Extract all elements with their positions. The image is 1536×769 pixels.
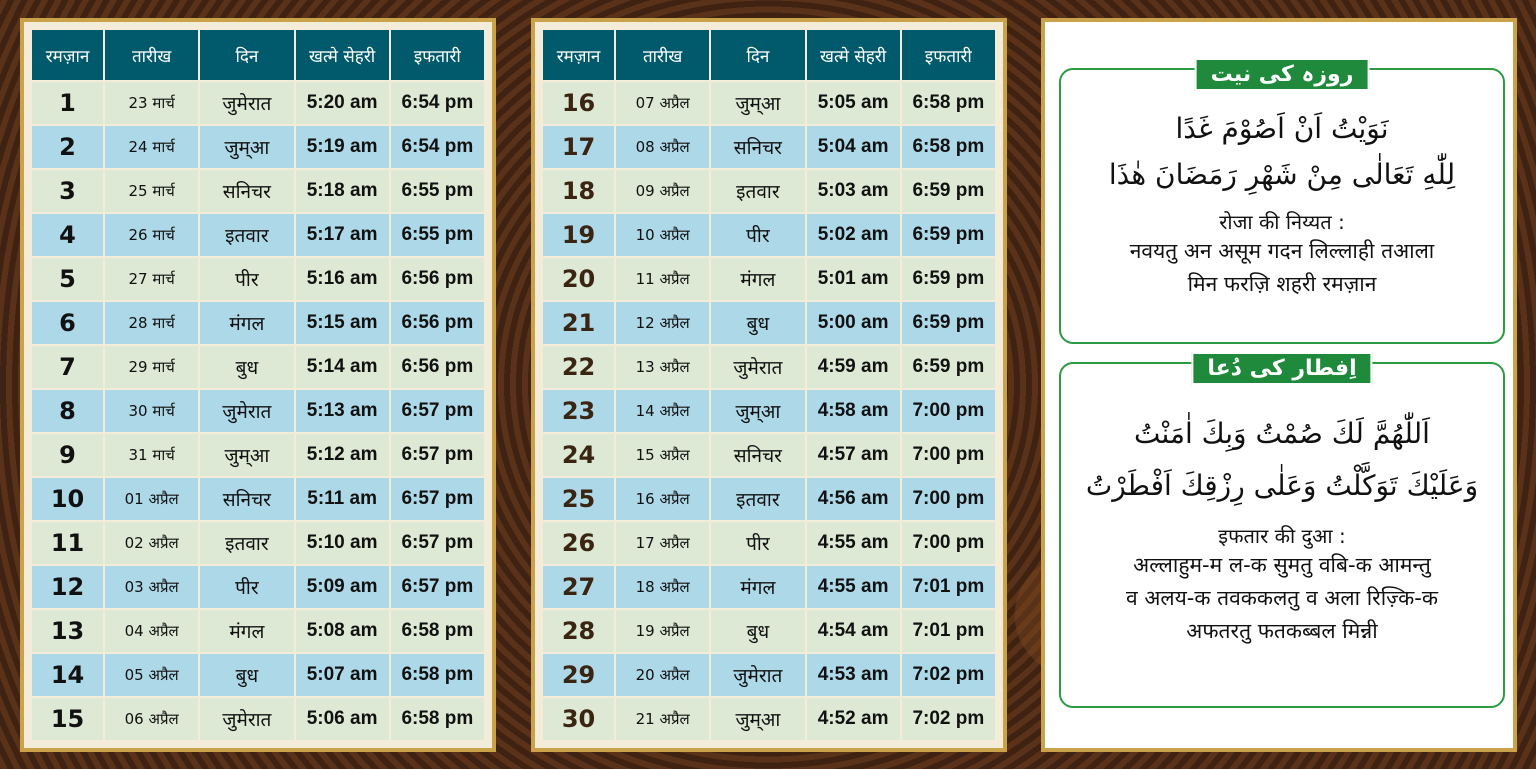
iftar-time-cell: 7:00 pm xyxy=(902,522,995,564)
date-cell: 16 अप्रैल xyxy=(616,478,709,520)
ramzan-day-cell: 25 xyxy=(543,478,614,520)
ramzan-day-cell: 2 xyxy=(32,126,103,168)
ramzan-day-cell: 22 xyxy=(543,346,614,388)
ramzan-day-cell: 14 xyxy=(32,654,103,696)
table-row xyxy=(32,698,484,740)
header-ramzan: रमज़ान xyxy=(543,30,614,80)
table-row xyxy=(543,698,995,740)
date-cell: 17 अप्रैल xyxy=(616,522,709,564)
sehri-time-cell: 5:08 am xyxy=(296,610,389,652)
date-cell: 06 अप्रैल xyxy=(105,698,198,740)
dua-hindi-line-3: अफतरतु फतकब्बल मिन्नी xyxy=(1186,619,1378,643)
schedule-table xyxy=(30,28,486,742)
header-iftar: इफतारी xyxy=(902,30,995,80)
date-cell: 09 अप्रैल xyxy=(616,170,709,212)
iftar-time-cell: 6:56 pm xyxy=(391,346,484,388)
sehri-time-cell: 4:58 am xyxy=(807,390,900,432)
iftar-time-cell: 7:01 pm xyxy=(902,610,995,652)
ramzan-day-cell: 23 xyxy=(543,390,614,432)
schedule-panel-days-16-30 xyxy=(531,18,1007,752)
iftar-time-cell: 7:00 pm xyxy=(902,478,995,520)
table-row xyxy=(32,434,484,476)
iftar-dua-box xyxy=(1059,356,1505,708)
date-cell: 12 अप्रैल xyxy=(616,302,709,344)
iftar-time-cell: 6:54 pm xyxy=(391,126,484,168)
table-row xyxy=(543,434,995,476)
sehri-time-cell: 4:59 am xyxy=(807,346,900,388)
date-cell: 30 मार्च xyxy=(105,390,198,432)
iftar-time-cell: 6:56 pm xyxy=(391,302,484,344)
table-row xyxy=(32,390,484,432)
ramzan-day-cell: 21 xyxy=(543,302,614,344)
ramzan-day-cell: 26 xyxy=(543,522,614,564)
ramzan-day-cell: 7 xyxy=(32,346,103,388)
niyat-hindi-line-2: मिन फरज़ि शहरी रमज़ान xyxy=(1187,272,1377,296)
iftar-time-cell: 6:56 pm xyxy=(391,258,484,300)
iftar-time-cell: 6:58 pm xyxy=(391,654,484,696)
header-ramzan: रमज़ान xyxy=(32,30,103,80)
ramzan-day-cell: 28 xyxy=(543,610,614,652)
date-cell: 14 अप्रैल xyxy=(616,390,709,432)
date-cell: 27 मार्च xyxy=(105,258,198,300)
weekday-cell: सनिचर xyxy=(711,126,804,168)
ramzan-day-cell: 29 xyxy=(543,654,614,696)
niyat-hindi-line-1: नवयतु अन असूम गदन लिल्लाही तआला xyxy=(1129,239,1435,263)
sehri-time-cell: 5:13 am xyxy=(296,390,389,432)
date-cell: 21 अप्रैल xyxy=(616,698,709,740)
iftar-dua-badge: اِفطار کی دُعا xyxy=(1191,352,1372,385)
table-row xyxy=(543,302,995,344)
ramzan-day-cell: 8 xyxy=(32,390,103,432)
header-day: दिन xyxy=(200,30,293,80)
schedule-table xyxy=(541,28,997,742)
weekday-cell: जुम्आ xyxy=(711,698,804,740)
date-cell: 20 अप्रैल xyxy=(616,654,709,696)
dua-panel xyxy=(1041,18,1517,752)
table-row xyxy=(32,566,484,608)
iftar-time-cell: 6:54 pm xyxy=(391,82,484,124)
table-row xyxy=(32,170,484,212)
sehri-time-cell: 4:52 am xyxy=(807,698,900,740)
weekday-cell: सनिचर xyxy=(200,478,293,520)
dua-hindi-line-2: व अलय-क तवककलतु व अला रिज़्कि-क xyxy=(1125,586,1439,610)
date-cell: 24 मार्च xyxy=(105,126,198,168)
table-row xyxy=(543,170,995,212)
table-row xyxy=(543,390,995,432)
ramzan-day-cell: 9 xyxy=(32,434,103,476)
iftar-time-cell: 6:58 pm xyxy=(902,126,995,168)
ramzan-day-cell: 16 xyxy=(543,82,614,124)
table-header-row xyxy=(32,30,484,80)
iftar-time-cell: 6:55 pm xyxy=(391,214,484,256)
iftar-time-cell: 6:57 pm xyxy=(391,478,484,520)
table-row xyxy=(543,522,995,564)
sehri-time-cell: 4:53 am xyxy=(807,654,900,696)
table-row xyxy=(543,126,995,168)
weekday-cell: जुम्आ xyxy=(711,390,804,432)
weekday-cell: मंगल xyxy=(711,258,804,300)
weekday-cell: इतवार xyxy=(200,214,293,256)
sehri-time-cell: 4:55 am xyxy=(807,566,900,608)
sehri-time-cell: 5:01 am xyxy=(807,258,900,300)
date-cell: 23 मार्च xyxy=(105,82,198,124)
table-row xyxy=(543,654,995,696)
ramzan-day-cell: 5 xyxy=(32,258,103,300)
niyat-arabic-line-1: نَوَيْتُ اَنْ اَصُوْمَ غَدًا xyxy=(1175,112,1389,145)
weekday-cell: जुमेरात xyxy=(711,654,804,696)
weekday-cell: सनिचर xyxy=(200,170,293,212)
date-cell: 04 अप्रैल xyxy=(105,610,198,652)
sehri-time-cell: 5:15 am xyxy=(296,302,389,344)
weekday-cell: बुध xyxy=(711,610,804,652)
niyat-hindi-title: रोजा की निय्यत : xyxy=(1219,210,1345,234)
iftar-time-cell: 6:55 pm xyxy=(391,170,484,212)
ramzan-day-cell: 15 xyxy=(32,698,103,740)
table-row xyxy=(543,258,995,300)
table-row xyxy=(32,258,484,300)
weekday-cell: बुध xyxy=(200,654,293,696)
weekday-cell: जुम्आ xyxy=(711,82,804,124)
iftar-time-cell: 6:57 pm xyxy=(391,434,484,476)
sehri-time-cell: 5:16 am xyxy=(296,258,389,300)
iftar-time-cell: 7:00 pm xyxy=(902,390,995,432)
table-row xyxy=(32,302,484,344)
weekday-cell: जुम्आ xyxy=(200,434,293,476)
iftar-time-cell: 7:02 pm xyxy=(902,654,995,696)
date-cell: 02 अप्रैल xyxy=(105,522,198,564)
date-cell: 03 अप्रैल xyxy=(105,566,198,608)
date-cell: 11 अप्रैल xyxy=(616,258,709,300)
weekday-cell: बुध xyxy=(200,346,293,388)
table-row xyxy=(543,214,995,256)
iftar-time-cell: 6:58 pm xyxy=(391,698,484,740)
sehri-time-cell: 5:19 am xyxy=(296,126,389,168)
header-day: दिन xyxy=(711,30,804,80)
weekday-cell: जुमेरात xyxy=(711,346,804,388)
weekday-cell: पीर xyxy=(200,566,293,608)
sehri-time-cell: 5:09 am xyxy=(296,566,389,608)
iftar-time-cell: 6:58 pm xyxy=(902,82,995,124)
weekday-cell: जुम्आ xyxy=(200,126,293,168)
ramzan-day-cell: 24 xyxy=(543,434,614,476)
weekday-cell: बुध xyxy=(711,302,804,344)
weekday-cell: इतवार xyxy=(711,170,804,212)
ramzan-day-cell: 12 xyxy=(32,566,103,608)
ramzan-day-cell: 13 xyxy=(32,610,103,652)
ramzan-day-cell: 1 xyxy=(32,82,103,124)
table-row xyxy=(32,214,484,256)
sehri-time-cell: 5:14 am xyxy=(296,346,389,388)
ramzan-day-cell: 11 xyxy=(32,522,103,564)
table-row xyxy=(32,82,484,124)
sehri-time-cell: 5:03 am xyxy=(807,170,900,212)
iftar-time-cell: 7:01 pm xyxy=(902,566,995,608)
niyat-arabic-line-2: لِلّٰهِ تَعَالٰى مِنْ شَهْرِ رَمَضَانَ هٰذَا xyxy=(1108,158,1456,191)
table-row xyxy=(32,478,484,520)
iftar-time-cell: 6:57 pm xyxy=(391,390,484,432)
ramzan-day-cell: 17 xyxy=(543,126,614,168)
iftar-time-cell: 6:57 pm xyxy=(391,522,484,564)
weekday-cell: पीर xyxy=(711,522,804,564)
weekday-cell: इतवार xyxy=(200,522,293,564)
sehri-time-cell: 5:18 am xyxy=(296,170,389,212)
date-cell: 29 मार्च xyxy=(105,346,198,388)
weekday-cell: मंगल xyxy=(711,566,804,608)
table-row xyxy=(32,522,484,564)
table-row xyxy=(32,126,484,168)
schedule-panel-days-1-15 xyxy=(20,18,496,752)
weekday-cell: इतवार xyxy=(711,478,804,520)
ramzan-day-cell: 19 xyxy=(543,214,614,256)
sehri-time-cell: 5:17 am xyxy=(296,214,389,256)
date-cell: 28 मार्च xyxy=(105,302,198,344)
sehri-time-cell: 5:07 am xyxy=(296,654,389,696)
weekday-cell: जुमेरात xyxy=(200,390,293,432)
dua-hindi-line-1: अल्लाहुम-म ल-क सुमतु वबि-क आमन्तु xyxy=(1133,553,1431,577)
date-cell: 13 अप्रैल xyxy=(616,346,709,388)
ramzan-day-cell: 30 xyxy=(543,698,614,740)
sehri-time-cell: 4:54 am xyxy=(807,610,900,652)
iftar-time-cell: 6:57 pm xyxy=(391,566,484,608)
ramzan-day-cell: 10 xyxy=(32,478,103,520)
ramzan-day-cell: 18 xyxy=(543,170,614,212)
ramzan-day-cell: 6 xyxy=(32,302,103,344)
dua-arabic-line-2: وَعَلَيْكَ تَوَكَّلْتُ وَعَلٰى رِزْقِكَ اَفْطَرْتُ xyxy=(1085,469,1479,502)
header-iftar: इफतारी xyxy=(391,30,484,80)
date-cell: 26 मार्च xyxy=(105,214,198,256)
iftar-time-cell: 6:59 pm xyxy=(902,214,995,256)
sehri-time-cell: 5:02 am xyxy=(807,214,900,256)
table-row xyxy=(32,346,484,388)
table-header-row xyxy=(543,30,995,80)
weekday-cell: पीर xyxy=(711,214,804,256)
iftar-time-cell: 7:00 pm xyxy=(902,434,995,476)
date-cell: 25 मार्च xyxy=(105,170,198,212)
sehri-time-cell: 4:57 am xyxy=(807,434,900,476)
sehri-time-cell: 5:20 am xyxy=(296,82,389,124)
weekday-cell: पीर xyxy=(200,258,293,300)
ramzan-day-cell: 27 xyxy=(543,566,614,608)
date-cell: 18 अप्रैल xyxy=(616,566,709,608)
roza-niyat-badge: روزہ کی نیت xyxy=(1195,58,1370,91)
iftar-time-cell: 6:58 pm xyxy=(391,610,484,652)
date-cell: 31 मार्च xyxy=(105,434,198,476)
table-row xyxy=(543,346,995,388)
ramzan-day-cell: 4 xyxy=(32,214,103,256)
header-sehri: खत्मे सेहरी xyxy=(807,30,900,80)
date-cell: 08 अप्रैल xyxy=(616,126,709,168)
table-row xyxy=(543,566,995,608)
weekday-cell: मंगल xyxy=(200,302,293,344)
table-row xyxy=(543,82,995,124)
sehri-time-cell: 5:06 am xyxy=(296,698,389,740)
iftar-time-cell: 6:59 pm xyxy=(902,346,995,388)
sehri-time-cell: 5:05 am xyxy=(807,82,900,124)
date-cell: 01 अप्रैल xyxy=(105,478,198,520)
date-cell: 19 अप्रैल xyxy=(616,610,709,652)
sehri-time-cell: 4:56 am xyxy=(807,478,900,520)
iftar-time-cell: 7:02 pm xyxy=(902,698,995,740)
weekday-cell: सनिचर xyxy=(711,434,804,476)
table-row xyxy=(32,610,484,652)
sehri-time-cell: 5:00 am xyxy=(807,302,900,344)
iftar-time-cell: 6:59 pm xyxy=(902,302,995,344)
table-row xyxy=(543,478,995,520)
date-cell: 10 अप्रैल xyxy=(616,214,709,256)
date-cell: 15 अप्रैल xyxy=(616,434,709,476)
sehri-time-cell: 5:10 am xyxy=(296,522,389,564)
date-cell: 07 अप्रैल xyxy=(616,82,709,124)
sehri-time-cell: 4:55 am xyxy=(807,522,900,564)
table-row xyxy=(543,610,995,652)
date-cell: 05 अप्रैल xyxy=(105,654,198,696)
dua-hindi-title: इफतार की दुआ : xyxy=(1218,524,1346,548)
sehri-time-cell: 5:12 am xyxy=(296,434,389,476)
weekday-cell: जुमेरात xyxy=(200,698,293,740)
header-date: तारीख xyxy=(616,30,709,80)
roza-niyat-box xyxy=(1059,62,1505,344)
sehri-time-cell: 5:04 am xyxy=(807,126,900,168)
iftar-time-cell: 6:59 pm xyxy=(902,258,995,300)
table-row xyxy=(32,654,484,696)
weekday-cell: मंगल xyxy=(200,610,293,652)
iftar-time-cell: 6:59 pm xyxy=(902,170,995,212)
sehri-time-cell: 5:11 am xyxy=(296,478,389,520)
ramzan-day-cell: 20 xyxy=(543,258,614,300)
weekday-cell: जुमेरात xyxy=(200,82,293,124)
header-date: तारीख xyxy=(105,30,198,80)
dua-arabic-line-1: اَللّٰهُمَّ لَكَ صُمْتُ وَبِكَ اٰمَنْتُ xyxy=(1134,417,1430,450)
ramzan-day-cell: 3 xyxy=(32,170,103,212)
header-sehri: खत्मे सेहरी xyxy=(296,30,389,80)
